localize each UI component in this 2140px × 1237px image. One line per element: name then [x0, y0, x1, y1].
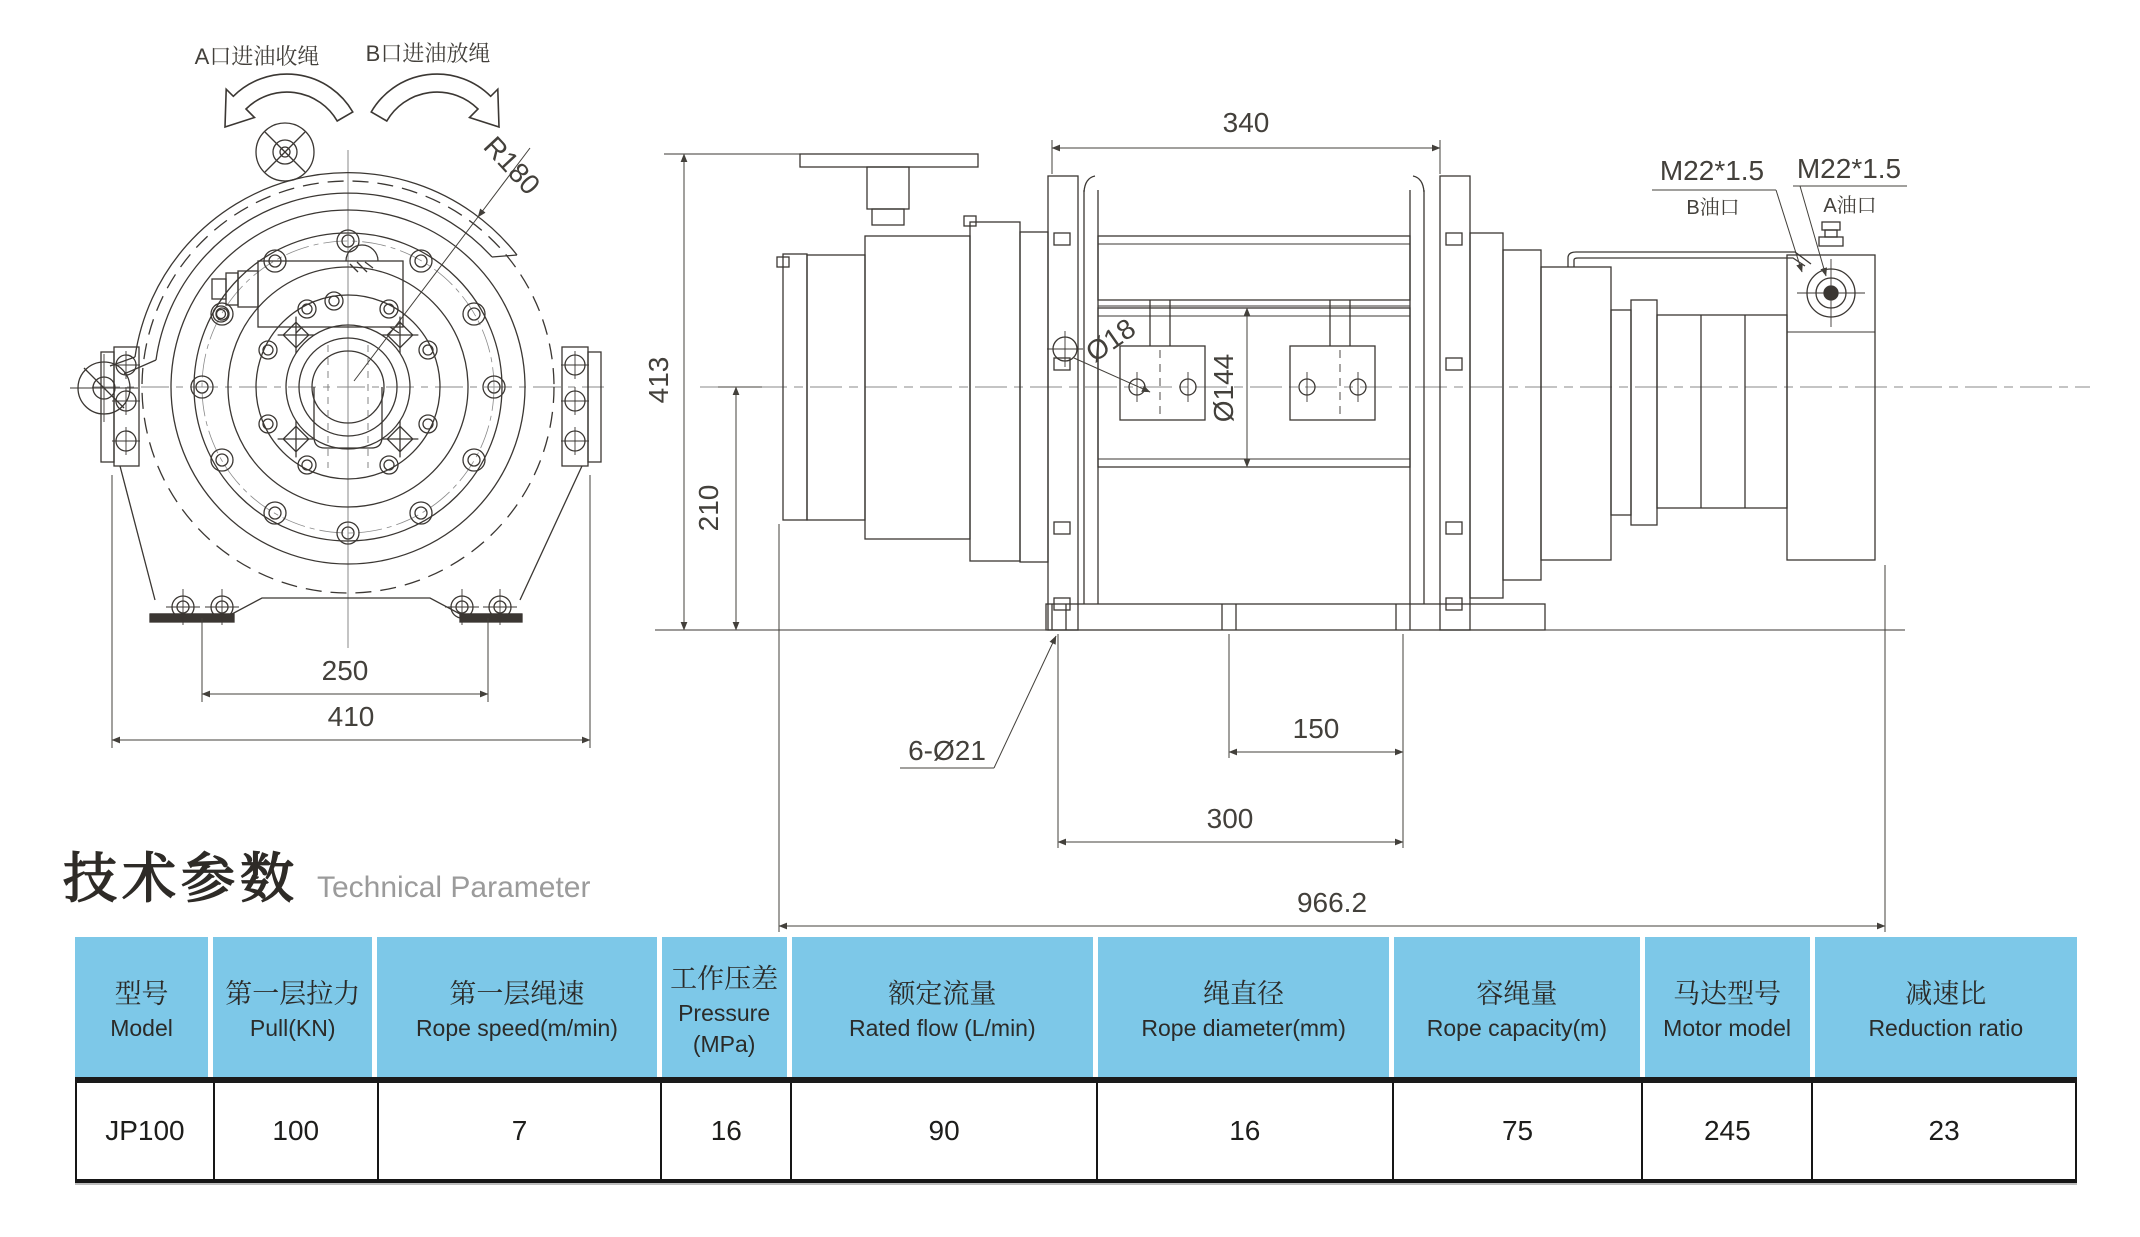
label-r180: R180: [477, 130, 547, 201]
col-rope-capacity: 容绳量 Rope capacity(m): [1394, 937, 1644, 1077]
port-a-name: A油口: [1823, 195, 1877, 217]
side-view-dimensions: [684, 140, 1907, 932]
cell-rope-capacity: 75: [1394, 1083, 1644, 1179]
col-motor-model: 马达型号 Motor model: [1645, 937, 1815, 1077]
col-rope-speed: 第一层绳速 Rope speed(m/min): [377, 937, 661, 1077]
cell-reduction-ratio: 23: [1928, 1115, 1960, 1146]
left-pulley: [70, 354, 138, 422]
top-pulley: [256, 123, 314, 181]
dim-300: 300: [1206, 803, 1254, 834]
cell-pressure: 16: [662, 1083, 792, 1179]
section-title-cn: 技术参数: [63, 849, 299, 909]
rope-guard: [110, 173, 517, 374]
dim-mount-holes: 6-Ø21: [908, 735, 986, 766]
section-title-en: Technical Parameter: [317, 871, 591, 904]
left-bracket: [101, 347, 140, 466]
dim-drum-diameter: Ø144: [1208, 353, 1239, 423]
cell-rated-flow: 90: [792, 1083, 1098, 1179]
right-bracket: [561, 347, 601, 466]
port-b-thread: M22*1.5: [1659, 155, 1765, 186]
col-model: 型号 Model: [75, 937, 213, 1077]
col-rated-flow: 额定流量 Rated flow (L/min): [792, 937, 1098, 1077]
dim-210: 210: [693, 484, 724, 532]
col-pull: 第一层拉力 Pull(KN): [213, 937, 377, 1077]
table-row: [75, 1083, 2077, 1183]
dim-overall: 966.2: [1296, 887, 1368, 918]
dim-rope-hole: Ø18: [1079, 312, 1142, 369]
side-view: [655, 154, 2090, 630]
cell-rope-diameter: 16: [1098, 1083, 1394, 1179]
mounting-base: [120, 466, 582, 625]
col-pressure: 工作压差 Pressure (MPa): [662, 937, 792, 1077]
cell-pull: 100: [215, 1083, 379, 1179]
dim-150: 150: [1292, 713, 1340, 744]
cell-rope-speed: 7: [379, 1083, 663, 1179]
label-port-a-action: A口进油收绳: [194, 44, 320, 69]
rotation-arrow-b: [371, 74, 499, 127]
gearbox: [1470, 222, 1875, 598]
dim-410: 410: [327, 701, 375, 732]
parameter-table: [75, 937, 2077, 1183]
dim-413: 413: [643, 356, 674, 404]
port-a-thread: M22*1.5: [1796, 153, 1902, 184]
dim-340: 340: [1222, 107, 1270, 138]
col-reduction-ratio: 减速比 Reduction ratio: [1815, 937, 2077, 1077]
port-b-name: B油口: [1686, 197, 1740, 219]
parameter-table-header: [75, 937, 2077, 1083]
label-port-b-action: B口进油放绳: [365, 41, 491, 66]
base-plate: [655, 604, 1905, 630]
col-rope-diameter: 绳直径 Rope diameter(mm): [1098, 937, 1394, 1077]
section-title: [63, 836, 590, 913]
valve-block: [212, 245, 403, 333]
cell-model: JP100: [77, 1083, 215, 1179]
rotation-arrow-a: [225, 74, 353, 127]
cell-motor-model: 245: [1643, 1083, 1813, 1179]
dim-250: 250: [321, 655, 369, 686]
